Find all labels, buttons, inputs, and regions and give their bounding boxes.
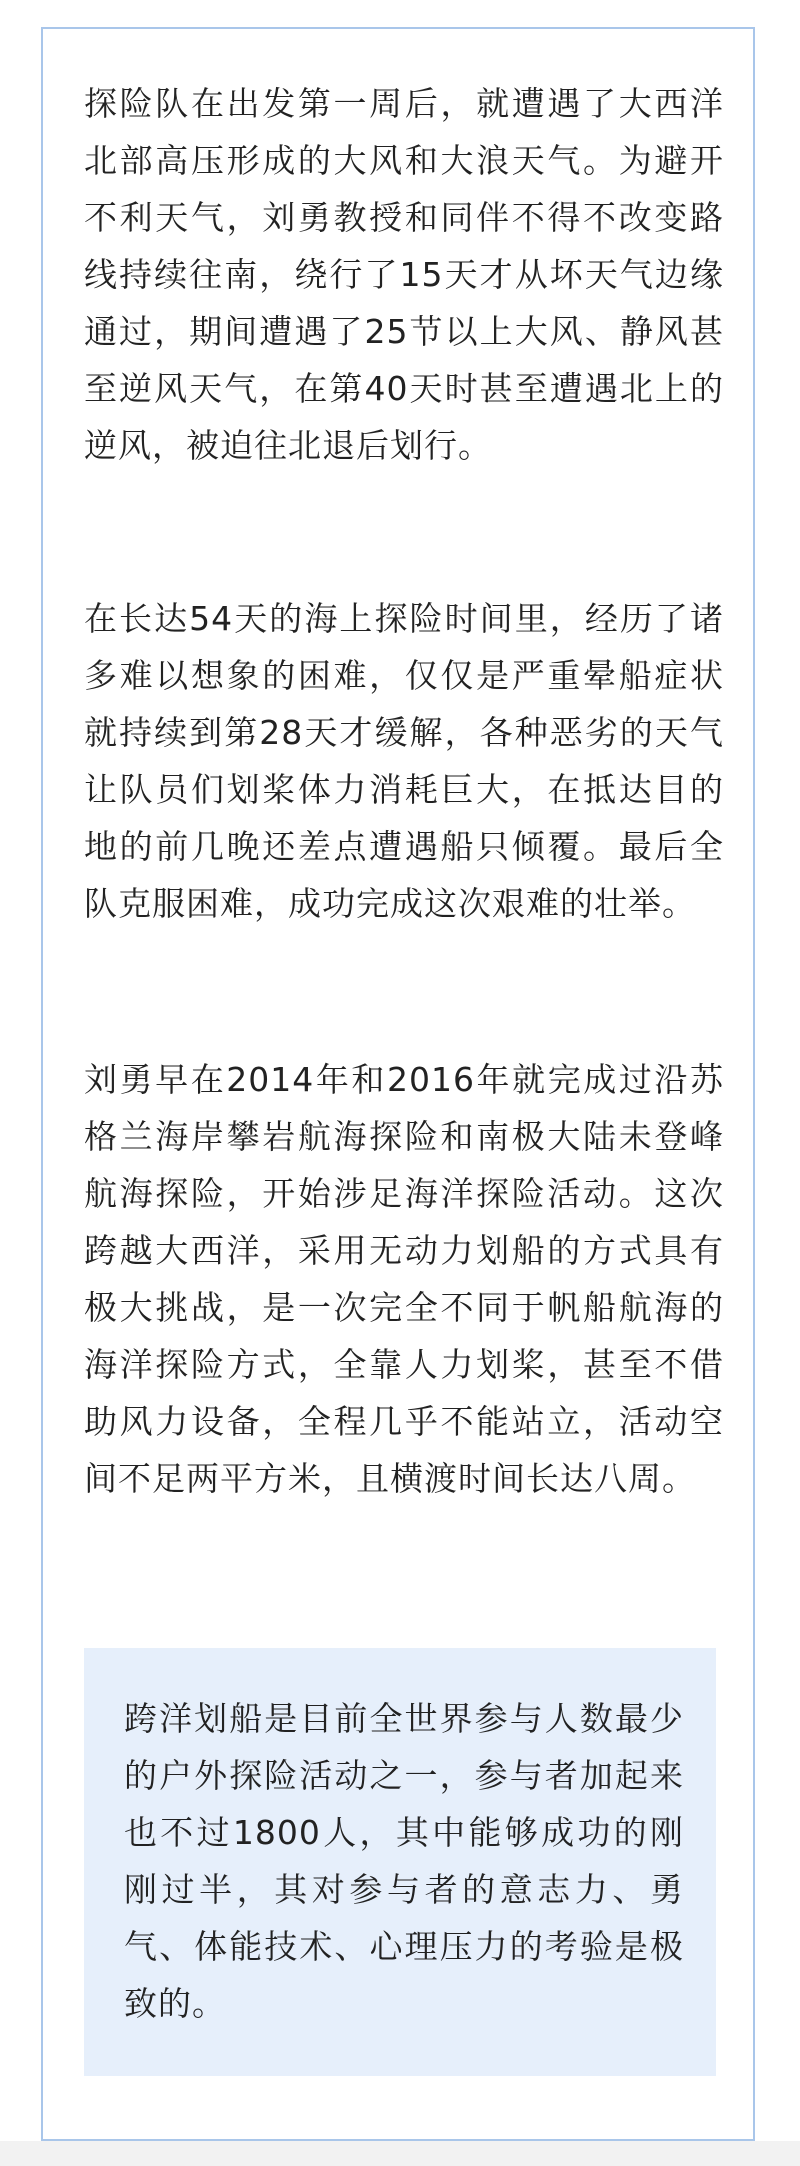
paragraph-1: 探险队在出发第一周后，就遭遇了大西洋北部高压形成的大风和大浪天气。为避开不利天气，刘勇教授和同伴不得不改变路线持续往南，绕行了15天才从坏天气边缘通过，期间遭遇了25节以上大风、静风甚至逆风天气，在第40天时甚至遭遇北上的逆风，被迫往北退后划行。 bbox=[84, 84, 724, 465]
paragraph-3: 刘勇早在2014年和2016年就完成过沿苏格兰海岸攀岩航海探险和南极大陆未登峰航海探险，开始涉足海洋探险活动。这次跨越大西洋，采用无动力划船的方式具有极大挑战，是一次完全不同于帆船航海的海洋探险方式，全靠人力划桨，甚至不借助风力设备，全程几乎不能站立，活动空间不足两平方米，且横渡时间长达八周。 bbox=[84, 1060, 724, 1498]
paragraph-2: 在长达54天的海上探险时间里，经历了诸多难以想象的困难，仅仅是严重晕船症状就持续到第28天才缓解，各种恶劣的天气让队员们划桨体力消耗巨大，在抵达目的地的前几晚还差点遭遇船只倾覆。最后全队克服困难，成功完成这次艰难的壮举。 bbox=[84, 599, 724, 923]
note-box bbox=[84, 1648, 716, 2076]
bottom-strip bbox=[0, 2141, 800, 2166]
note-text: 跨洋划船是目前全世界参与人数最少的户外探险活动之一，参与者加起来也不过1800人，其中能够成功的刚刚过半，其对参与者的意志力、勇气、体能技术、心理压力的考验是极致的。 bbox=[124, 1699, 684, 2023]
